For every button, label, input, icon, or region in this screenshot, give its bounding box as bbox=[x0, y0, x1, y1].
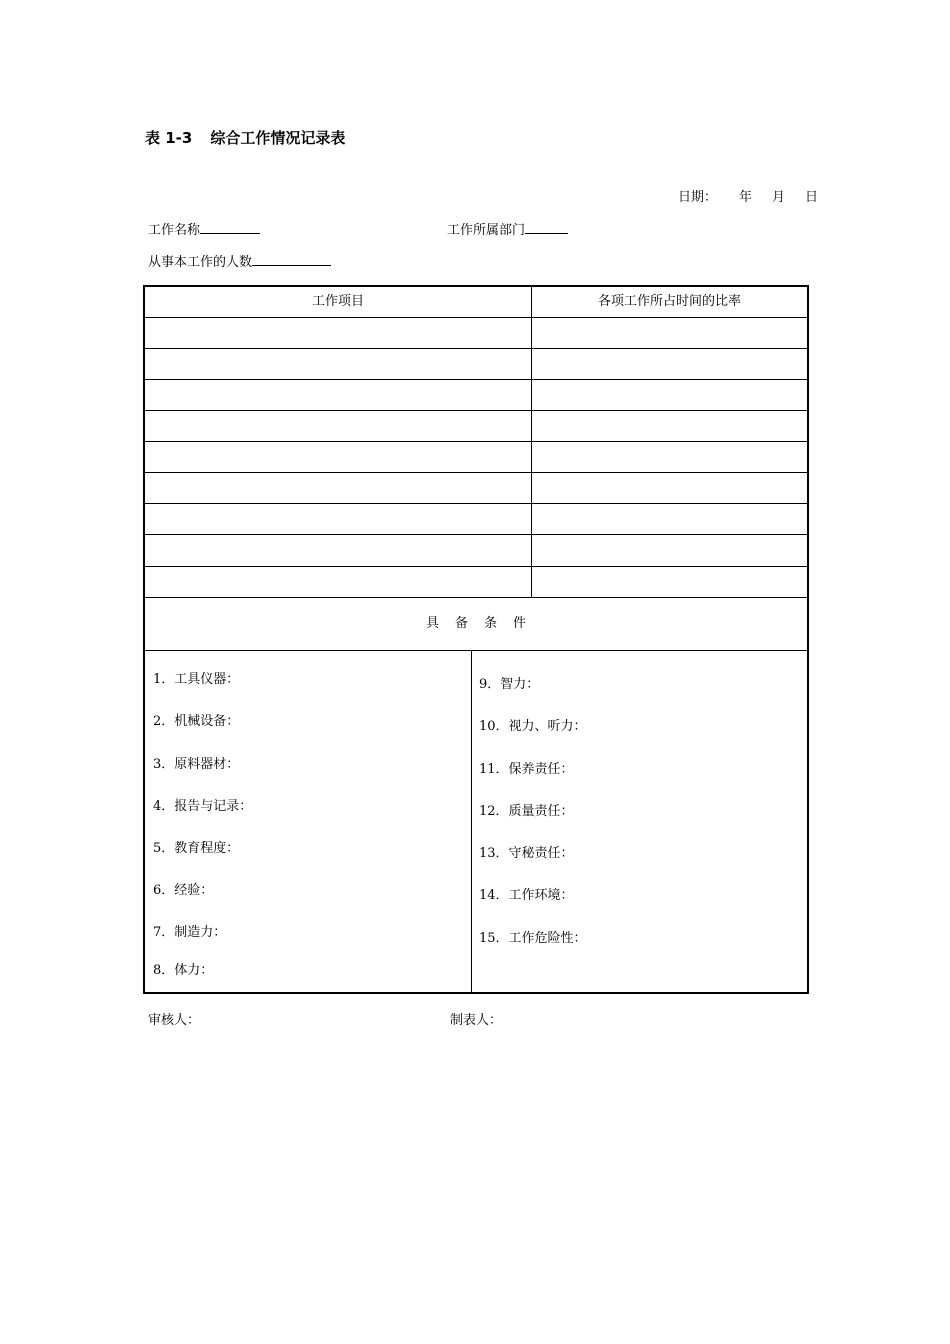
record-form bbox=[143, 285, 809, 994]
requirements-column-divider bbox=[471, 650, 472, 992]
requirement-confidentiality: 13．守秘责任： bbox=[479, 846, 574, 861]
headcount-blank[interactable] bbox=[252, 253, 331, 266]
row-divider bbox=[145, 348, 807, 349]
requirement-reports: 4．报告与记录： bbox=[153, 799, 253, 814]
date-label: 日期： bbox=[678, 190, 718, 205]
reviewer-label: 审核人： bbox=[148, 1013, 201, 1028]
row-divider bbox=[145, 410, 807, 411]
requirement-intelligence: 9．智力： bbox=[479, 677, 540, 692]
headcount-field bbox=[148, 251, 331, 270]
requirement-quality: 12．质量责任： bbox=[479, 804, 574, 819]
requirements-title: 具 备 条 件 bbox=[425, 616, 527, 631]
requirement-machinery: 2．机械设备： bbox=[153, 714, 240, 729]
row-divider bbox=[145, 503, 807, 504]
page-title bbox=[145, 127, 345, 148]
requirement-experience: 6．经验： bbox=[153, 883, 214, 898]
row-divider bbox=[145, 472, 807, 473]
requirement-environment: 14．工作环境： bbox=[479, 888, 574, 903]
date-day: 日 bbox=[805, 190, 819, 205]
row-divider bbox=[145, 317, 807, 318]
requirement-manufacturing: 7．制造力： bbox=[153, 925, 227, 940]
requirement-hazard: 15．工作危险性： bbox=[479, 931, 587, 946]
table-name: 综合工作情况记录表 bbox=[210, 129, 346, 147]
department-label: 工作所属部门 bbox=[447, 223, 526, 238]
column-divider bbox=[531, 287, 532, 598]
row-divider bbox=[145, 379, 807, 380]
date-year: 年 bbox=[739, 190, 753, 205]
row-divider bbox=[145, 534, 807, 535]
requirement-materials: 3．原料器材： bbox=[153, 757, 240, 772]
column-header-work-item: 工作项目 bbox=[311, 294, 364, 309]
requirement-maintenance: 11．保养责任： bbox=[479, 762, 574, 777]
job-name-field bbox=[148, 219, 260, 238]
requirement-education: 5．教育程度： bbox=[153, 841, 240, 856]
row-divider bbox=[145, 566, 807, 567]
requirement-tools: 1．工具仪器： bbox=[153, 672, 240, 687]
row-divider bbox=[145, 441, 807, 442]
department-field bbox=[447, 219, 568, 238]
department-blank[interactable] bbox=[525, 221, 568, 234]
job-name-label: 工作名称 bbox=[148, 223, 201, 238]
table-number: 表 1-3 bbox=[145, 129, 193, 147]
requirement-physical: 8．体力： bbox=[153, 963, 214, 978]
column-header-time-ratio: 各项工作所占时间的比率 bbox=[597, 294, 741, 309]
date-line bbox=[678, 186, 818, 205]
job-name-blank[interactable] bbox=[200, 221, 260, 234]
headcount-label: 从事本工作的人数 bbox=[148, 255, 253, 270]
maker-label: 制表人： bbox=[450, 1013, 503, 1028]
date-month: 月 bbox=[772, 190, 786, 205]
requirements-divider bbox=[145, 650, 807, 651]
requirement-sight-hearing: 10．视力、听力： bbox=[479, 719, 587, 734]
